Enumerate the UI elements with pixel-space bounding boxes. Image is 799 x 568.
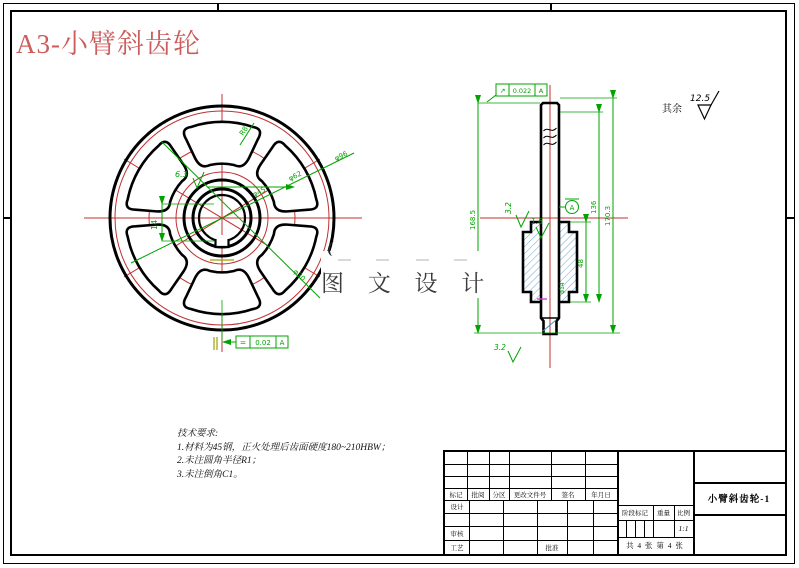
tb-rev-header-mark: 标记 [449, 491, 463, 499]
shaft-roughness-bore: 1.6 [531, 217, 543, 226]
shaft-datum-label: A [569, 204, 575, 212]
tb-rev-header-count: 批阅 [471, 491, 485, 499]
front-dim-dia3: φ96 [333, 149, 350, 163]
tb-sheet-info: 共 4 张 第 4 张 [626, 541, 684, 550]
tb-role-process: 工艺 [450, 544, 464, 552]
shaft-tol-value: 0.022 [512, 87, 532, 95]
corner-note-value: 12.5 [690, 94, 711, 104]
tech-req-line2: 2.未注圆角半径R1； [177, 456, 262, 466]
corner-roughness-note [662, 91, 719, 119]
tb-rev-header-docno: 更改文件号 [513, 491, 547, 499]
watermark-text: 图 文 设 计 [321, 271, 494, 296]
tb-rev-header-date: 年月日 [591, 491, 611, 499]
watermark-dash [338, 259, 351, 261]
shaft-dim-dia: φ14 [559, 282, 566, 294]
tb-role-approve: 批准 [545, 544, 559, 552]
front-tol-value: 0.02 [255, 339, 271, 347]
shaft-dim-left: 168.5 [469, 209, 477, 230]
shaft-dim-total: 170.3 [604, 205, 612, 226]
front-tol-symbol: = [239, 338, 247, 347]
tech-req-line3: 3.未注倒角C1。 [177, 469, 243, 480]
front-tol-datum: A [279, 339, 285, 347]
keyway-slot [216, 239, 229, 247]
watermark-dash [376, 259, 389, 261]
tb-scale-value: 1:1 [678, 524, 689, 533]
tb-stage-label: 阶段标记 [622, 510, 648, 517]
shaft-tol-datum: A [538, 87, 544, 95]
corner-note-label: 其余 [662, 104, 682, 115]
tb-scale-label: 比例 [677, 510, 690, 517]
tb-rev-header-zone: 分区 [492, 491, 506, 499]
front-dim-dia2: φ62 [287, 169, 304, 183]
gear-front-view [84, 94, 362, 352]
watermark [321, 251, 494, 298]
shaft-dim-hub: 48 [577, 259, 585, 268]
watermark-dash [454, 259, 467, 261]
shaft-section-view [469, 84, 628, 368]
front-roughness-label: 6.3 [175, 170, 188, 179]
tb-weight-label: 重量 [657, 510, 670, 517]
shaft-dim-mid: 136 [590, 200, 598, 214]
page-title: A3-小臂斜齿轮 [16, 29, 201, 59]
tech-req-title: 技术要求: [177, 429, 219, 439]
front-dim-dia1: φ45 [251, 185, 268, 199]
shaft-dimensions [474, 84, 620, 362]
front-dim-radius: R8 [238, 124, 250, 138]
watermark-dash [416, 259, 429, 261]
shaft-roughness-left: 3.2 [504, 202, 513, 214]
front-dim-width: 14 [150, 219, 159, 230]
title-block [443, 450, 787, 556]
tb-role-design: 设计 [450, 504, 464, 511]
tech-req-line1: 1.材料为45钢，正火处理后齿面硬度180~210HBW； [177, 442, 391, 453]
shaft-tol-symbol: ↗ [499, 87, 506, 95]
front-dim-dia4: φ30 [291, 267, 307, 283]
tb-role-check: 审核 [450, 530, 464, 538]
tb-part-name: 小臂斜齿轮-1 [707, 495, 771, 505]
watermark-stroke-remnant [328, 241, 340, 256]
tb-rev-header-sign: 签名 [561, 491, 575, 499]
technical-requirements [177, 428, 467, 482]
shaft-roughness-bottom: 3.2 [494, 343, 506, 352]
